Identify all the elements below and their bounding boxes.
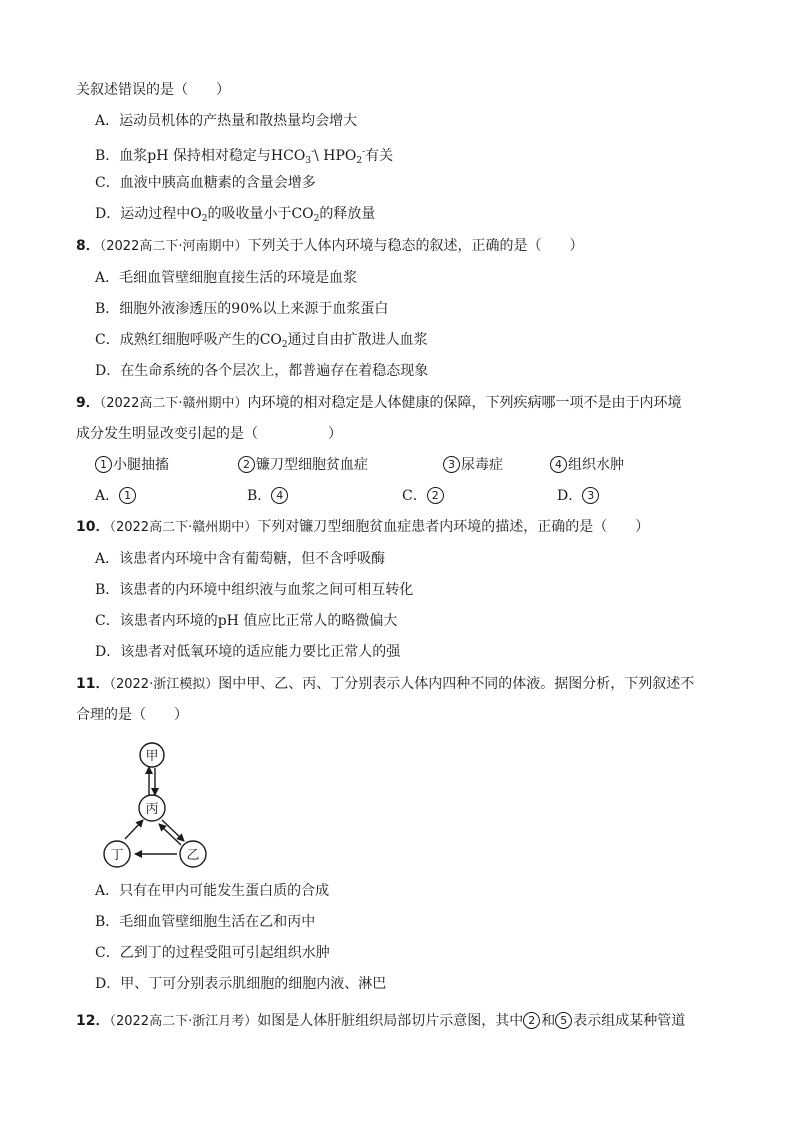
circled-number: 5 [555,1012,572,1029]
circled-number: 2 [523,1012,540,1029]
q7-option-a: A．运动员机体的产热量和散热量均会增大 [95,113,358,129]
q10-option-b: B．该患者的内环境中组织液与血浆之间可相互转化 [95,582,414,598]
q11-option-b: B．毛细血管壁细胞生活在乙和丙中 [95,914,316,930]
q7-stem-tail: 关叙述错误的是（ ） [76,82,230,98]
circled-number: 4 [550,456,567,473]
q7-option-b: B．血浆pH 保持相对稳定与$HCO_3^-\backslash$ $HPO_2^-$有关 [95,147,394,166]
circled-number: 1 [119,487,136,504]
q9-stem-line2: 成分发生明显改变引起的是（ ） [76,426,342,442]
q9-choice-a: A． 1 [95,486,137,506]
q8-option-c: C．成熟红细胞呼吸产生的$CO_2$通过自由扩散进人血浆 [95,332,428,350]
q9-stem: 9．（2022高二下·赣州期中）内环境的相对稳定是人体健康的保障，下列疾病哪一项不是由于内环境 [76,395,682,411]
circled-number: 1 [95,456,112,473]
q11-option-d: D．甲、丁可分别表示肌细胞的细胞内液、淋巴 [95,976,387,992]
q11-stem: 11．（2022·浙江模拟）图中甲、乙、丙、丁分别表示人体内四种不同的体液。据图分析，下列叙述不 [76,676,695,692]
node-yi-label: 乙 [186,848,200,863]
q9-item-2: 2 镰刀型细胞贫血症 [238,455,368,475]
circled-number: 2 [427,487,444,504]
node-jia-label: 甲 [145,749,159,764]
q10-stem: 10．（2022高二下·赣州期中）下列对镰刀型细胞贫血症患者内环境的描述，正确的是（ ） [76,519,650,535]
q10-option-c: C．该患者内环境的pH 值应比正常人的略微偏大 [95,613,398,629]
circled-number: 3 [443,456,460,473]
q9-choice-c: C． 2 [402,486,445,506]
q11-option-a: A．只有在甲内可能发生蛋白质的合成 [95,883,330,899]
arrow-ding-to-bing [125,820,143,839]
q9-choice-b: B． 4 [247,486,289,506]
node-ding-label: 丁 [110,848,124,863]
q10-option-d: D．该患者对低氧环境的适应能力要比正常人的强 [95,644,401,660]
q7-option-d: D．运动过程中$O_2$的吸收量小于$CO_2$的释放量 [95,206,376,224]
q11-option-c: C．乙到丁的过程受阻可引起组织水肿 [95,945,330,961]
circled-number: 2 [238,456,255,473]
circled-number: 4 [271,487,288,504]
q8-option-a: A．毛细血管壁细胞直接生活的环境是血浆 [95,270,358,286]
node-bing-label: 丙 [145,802,159,817]
q10-option-a: A．该患者内环境中含有葡萄糖，但不含呼吸酶 [95,551,386,567]
q8-option-b: B．细胞外液渗透压的90%以上来源于血浆蛋白 [95,301,389,317]
q11-stem-line2: 合理的是（ ） [76,707,188,723]
q9-item-1: 1 小腿抽搐 [95,455,169,475]
q8-option-d: D．在生命系统的各个层次上，都普遍存在着稳态现象 [95,363,429,379]
q9-item-3: 3 尿毒症 [443,455,503,475]
q7-option-c: C．血液中胰高血糖素的含量会增多 [95,175,316,191]
q8-stem: 8．（2022高二下·河南期中）下列关于人体内环境与稳态的叙述，正确的是（ ） [76,238,584,254]
q9-choice-d: D． 3 [557,486,600,506]
q9-item-4: 4 组织水肿 [550,455,624,475]
q12-stem: 12．（2022高二下·浙江月考）如图是人体肝脏组织局部切片示意图，其中 2 和 5 表示组成某种管道 [76,1013,686,1029]
circled-number: 3 [582,487,599,504]
body-fluid-diagram [95,735,220,870]
